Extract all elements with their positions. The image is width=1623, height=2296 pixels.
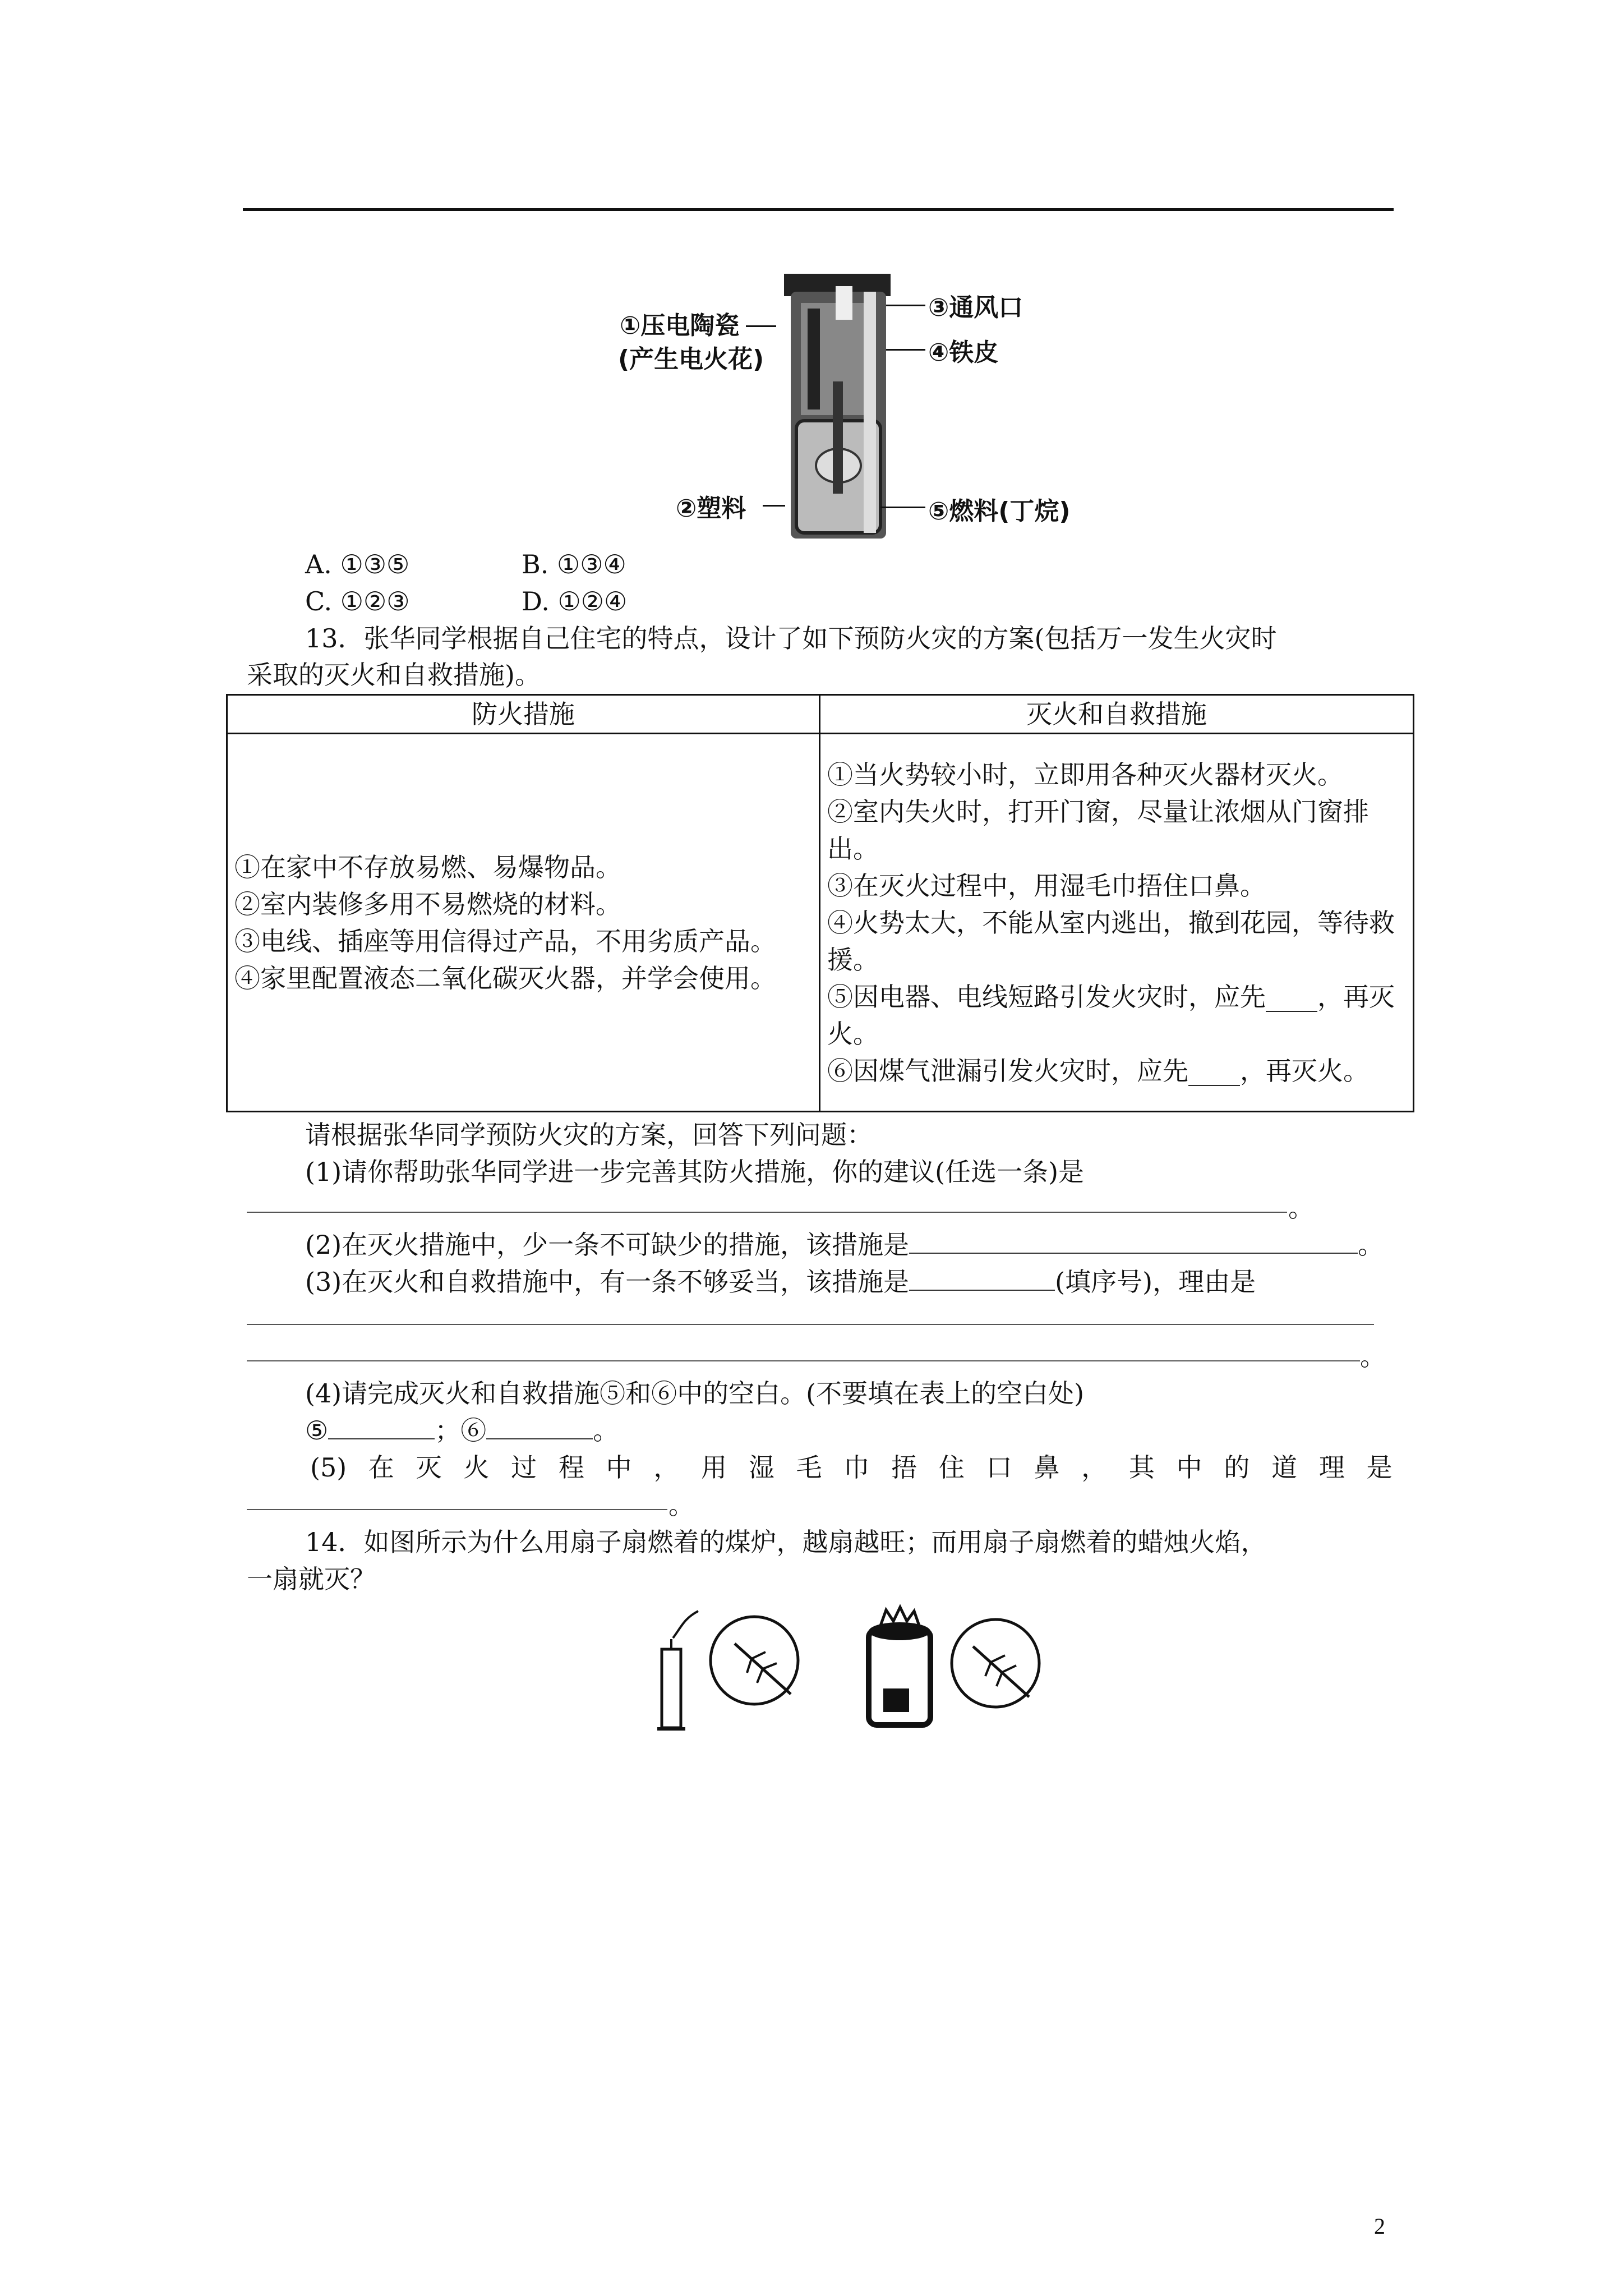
sub5-char: 灭 <box>416 1452 442 1483</box>
label-piezo-note: (产生电火花) <box>618 345 764 374</box>
label-fuel: ⑤燃料(丁烷) <box>928 497 1071 526</box>
q13-sub4: (4)请完成灭火和自救措施⑤和⑥中的空白。(不要填在表上的空白处) <box>305 1378 1085 1409</box>
sub5-char: 是 <box>1366 1452 1393 1483</box>
sub5-char: 的 <box>1224 1452 1250 1483</box>
fire-plan-table <box>226 694 1414 1112</box>
sub5-char: (5) <box>310 1452 347 1483</box>
lighter-illustration <box>774 269 920 544</box>
answer-blank-sub3-number[interactable] <box>909 1267 1055 1291</box>
option-b: B. ①③④ <box>522 549 626 579</box>
q13-sub3-reason-text: (填序号)，理由是 <box>1055 1267 1256 1297</box>
q13-sub5 <box>310 1449 1393 1486</box>
option-a: A. ①③⑤ <box>305 549 410 579</box>
stove-fan-illustration <box>861 1604 1052 1733</box>
rescue-item: ⑤因电器、电线短路引发火灾时，应先____，再灭火。 <box>827 981 1395 1049</box>
prevention-item: ④家里配置液态二氧化碳灭火器，并学会使用。 <box>234 963 776 993</box>
blank6-label: ；⑥ <box>435 1415 487 1446</box>
sub5-char: 湿 <box>748 1452 774 1483</box>
sub5-char: 口 <box>986 1452 1012 1483</box>
rescue-cell <box>820 734 1414 1112</box>
option-c: C. ①②③ <box>305 586 410 616</box>
rescue-item: ①当火势较小时，立即用各种灭火器材灭火。 <box>827 759 1343 790</box>
sub5-char: 在 <box>368 1452 394 1483</box>
answer-blank-5[interactable] <box>328 1416 435 1439</box>
answer-line-sub1[interactable] <box>247 1212 1287 1213</box>
table-body-row <box>227 734 1414 1112</box>
q13-sub1: (1)请你帮助张华同学进一步完善其防火措施，你的建议(任选一条)是 <box>305 1157 1085 1187</box>
answer-blank-6[interactable] <box>486 1416 593 1439</box>
sub5-char: 其 <box>1128 1452 1155 1483</box>
prevention-item: ②室内装修多用不易燃烧的材料。 <box>234 889 621 919</box>
leader-line-plastic <box>763 505 785 507</box>
sub5-char: 住 <box>938 1452 965 1483</box>
option-d: D. ①②④ <box>522 586 628 616</box>
sub5-char: 中 <box>1176 1452 1202 1483</box>
answer-line-sub3a[interactable] <box>247 1324 1374 1325</box>
sub5-char: 用 <box>701 1452 727 1483</box>
prevention-item: ①在家中不存放易燃、易爆物品。 <box>234 852 621 882</box>
leader-line-fuel <box>880 507 925 508</box>
leader-line-vent <box>886 305 925 306</box>
rescue-item: ②室内失火时，打开门窗，尽量让浓烟从门窗排出。 <box>827 796 1369 864</box>
candle-icon <box>657 1611 698 1729</box>
period-sub5: 。 <box>668 1490 694 1520</box>
rescue-item: ④火势太大，不能从室内逃出，撤到花园，等待救援。 <box>827 907 1395 975</box>
sub5-char: ， <box>653 1452 680 1483</box>
rescue-item: ⑥因煤气泄漏引发火灾时，应先____，再灭火。 <box>827 1055 1369 1086</box>
page-number: 2 <box>1374 2214 1385 2239</box>
q14-line1: 14．如图所示为什么用扇子扇燃着的煤炉，越扇越旺；而用扇子扇燃着的蜡烛火焰， <box>305 1527 1267 1557</box>
col-header-prevention: 防火措施 <box>227 695 820 734</box>
col-header-rescue: 灭火和自救措施 <box>820 695 1414 734</box>
period-sub1: 。 <box>1288 1193 1314 1223</box>
sub5-char: 毛 <box>796 1452 822 1483</box>
q13-sub2 <box>305 1226 1384 1263</box>
sub5-char: 巾 <box>843 1452 870 1483</box>
q13-stem-line1: 13．张华同学根据自己住宅的特点，设计了如下预防火灾的方案(包括万一发生火灾时 <box>305 623 1277 654</box>
answer-blank-sub2[interactable] <box>909 1230 1358 1254</box>
prevention-cell <box>227 734 820 1112</box>
sub5-char: 中 <box>606 1452 632 1483</box>
rescue-item: ③在灭火过程中，用湿毛巾捂住口鼻。 <box>827 870 1266 901</box>
sub5-char: 道 <box>1271 1452 1298 1483</box>
sub5-char: 理 <box>1318 1452 1345 1483</box>
table-header-row <box>227 695 1414 734</box>
period-sub4: 。 <box>593 1415 619 1446</box>
sub5-char: 捂 <box>891 1452 917 1483</box>
q13-prompt: 请根据张华同学预防火灾的方案，回答下列问题： <box>305 1120 873 1150</box>
q13-sub2-text: (2)在灭火措施中，少一条不可缺少的措施，该措施是 <box>305 1230 910 1260</box>
q13-sub4-blanks <box>305 1412 619 1449</box>
blank5-label: ⑤ <box>305 1415 329 1446</box>
label-plastic: ②塑料 <box>676 494 746 523</box>
q13-stem-line2: 采取的灭火和自救措施)。 <box>247 660 541 690</box>
header-rule <box>243 208 1394 211</box>
q13-sub3-text: (3)在灭火和自救措施中，有一条不够妥当，该措施是 <box>305 1267 910 1297</box>
q13-sub3 <box>305 1263 1256 1300</box>
sub5-char: 鼻 <box>1034 1452 1060 1483</box>
prevention-item: ③电线、插座等用信得过产品，不用劣质产品。 <box>234 926 776 956</box>
answer-line-sub5[interactable] <box>247 1509 667 1510</box>
period-sub2: 。 <box>1358 1230 1384 1260</box>
fan-icon <box>952 1619 1039 1707</box>
label-iron: ④铁皮 <box>928 338 999 367</box>
sub5-char: 过 <box>511 1452 537 1483</box>
leader-line-piezo <box>746 325 776 327</box>
stove-icon <box>869 1607 930 1725</box>
sub5-char: ， <box>1081 1452 1108 1483</box>
period-sub3: 。 <box>1360 1341 1386 1372</box>
q14-line2: 一扇就灭？ <box>247 1564 376 1594</box>
answer-line-sub3b[interactable] <box>247 1360 1360 1361</box>
candle-fan-illustration <box>651 1604 841 1733</box>
fan-icon <box>711 1617 798 1704</box>
label-vent: ③通风口 <box>928 293 1023 322</box>
sub5-char: 程 <box>558 1452 584 1483</box>
leader-line-iron <box>886 349 925 351</box>
sub5-char: 火 <box>463 1452 490 1483</box>
label-piezo: ①压电陶瓷 <box>620 311 740 340</box>
